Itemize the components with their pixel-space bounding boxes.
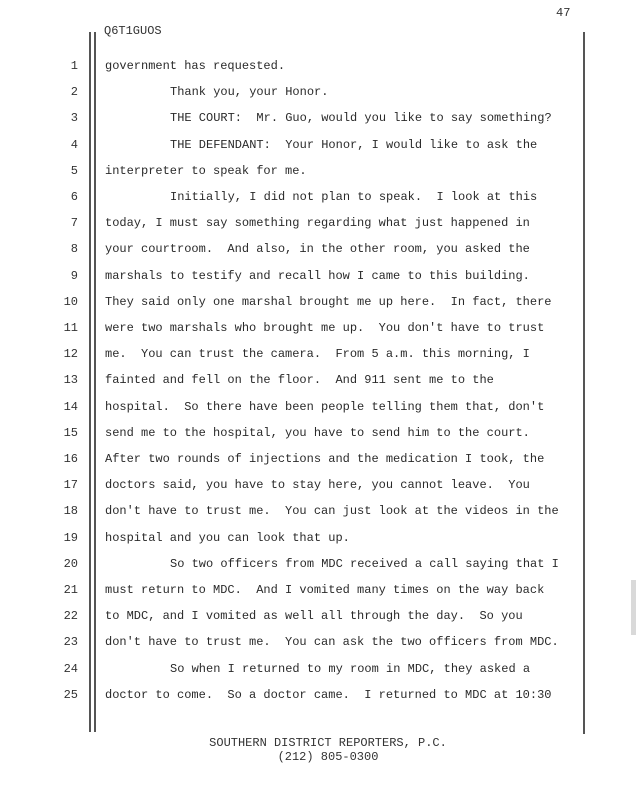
- transcript-line: So when I returned to my room in MDC, they asked a: [170, 662, 531, 676]
- left-margin-rule-inner: [94, 32, 96, 732]
- line-number: 7: [70, 216, 78, 230]
- line-number: 10: [63, 295, 78, 309]
- reporter-name: SOUTHERN DISTRICT REPORTERS, P.C.: [209, 736, 447, 750]
- line-number: 23: [63, 635, 78, 649]
- transcript-line: hospital. So there have been people telling them that, don't: [105, 400, 545, 414]
- transcript-line: interpreter to speak for me.: [105, 164, 307, 178]
- line-number: 20: [63, 557, 78, 571]
- line-number: 14: [63, 400, 78, 414]
- line-number: 11: [63, 321, 78, 335]
- line-number: 8: [70, 242, 78, 256]
- transcript-line: to MDC, and I vomited as well all through the day. So you: [105, 609, 523, 623]
- line-number: 17: [63, 478, 78, 492]
- page-number: 47: [556, 6, 571, 20]
- transcript-line: marshals to testify and recall how I came to this building.: [105, 269, 530, 283]
- line-number: 5: [70, 164, 78, 178]
- line-number: 13: [63, 373, 78, 387]
- line-number: 4: [70, 138, 78, 152]
- transcript-line: don't have to trust me. You can ask the two officers from MDC.: [105, 635, 559, 649]
- transcript-line: your courtroom. And also, in the other room, you asked the: [105, 242, 530, 256]
- line-number: 9: [70, 269, 78, 283]
- transcript-line: hospital and you can look that up.: [105, 531, 350, 545]
- transcript-line: THE COURT: Mr. Guo, would you like to say something?: [170, 111, 552, 125]
- transcript-line: doctor to come. So a doctor came. I returned to MDC at 10:30: [105, 688, 552, 702]
- transcript-line: They said only one marshal brought me up here. In fact, there: [105, 295, 552, 309]
- scrollbar-thumb[interactable]: [631, 580, 636, 635]
- transcript-line: don't have to trust me. You can just look at the videos in the: [105, 504, 559, 518]
- line-number: 22: [63, 609, 78, 623]
- line-number: 18: [63, 504, 78, 518]
- transcript-line: send me to the hospital, you have to send him to the court.: [105, 426, 530, 440]
- transcript-line: Thank you, your Honor.: [170, 85, 329, 99]
- line-number: 16: [63, 452, 78, 466]
- line-number: 6: [70, 190, 78, 204]
- transcript-line: So two officers from MDC received a call saying that I: [170, 557, 559, 571]
- transcript-line: THE DEFENDANT: Your Honor, I would like to ask the: [170, 138, 538, 152]
- transcript-line: were two marshals who brought me up. You don't have to trust: [105, 321, 545, 335]
- line-number: 25: [63, 688, 78, 702]
- line-number: 21: [63, 583, 78, 597]
- transcript-line: today, I must say something regarding what just happened in: [105, 216, 530, 230]
- left-margin-rule-outer: [89, 32, 91, 732]
- right-margin-rule: [583, 32, 585, 734]
- line-number: 2: [70, 85, 78, 99]
- line-number: 19: [63, 531, 78, 545]
- case-id: Q6T1GUOS: [104, 24, 162, 38]
- transcript-line: After two rounds of injections and the medication I took, the: [105, 452, 545, 466]
- transcript-line: doctors said, you have to stay here, you cannot leave. You: [105, 478, 530, 492]
- line-number: 24: [63, 662, 78, 676]
- line-number: 15: [63, 426, 78, 440]
- reporter-phone: (212) 805-0300: [277, 750, 379, 764]
- transcript-line: me. You can trust the camera. From 5 a.m. this morning, I: [105, 347, 530, 361]
- line-number: 1: [70, 59, 78, 73]
- line-number: 3: [70, 111, 78, 125]
- transcript-line: must return to MDC. And I vomited many times on the way back: [105, 583, 545, 597]
- footer: [0, 736, 636, 764]
- transcript-line: fainted and fell on the floor. And 911 sent me to the: [105, 373, 494, 387]
- transcript-line: government has requested.: [105, 59, 286, 73]
- line-number: 12: [63, 347, 78, 361]
- transcript-line: Initially, I did not plan to speak. I look at this: [170, 190, 538, 204]
